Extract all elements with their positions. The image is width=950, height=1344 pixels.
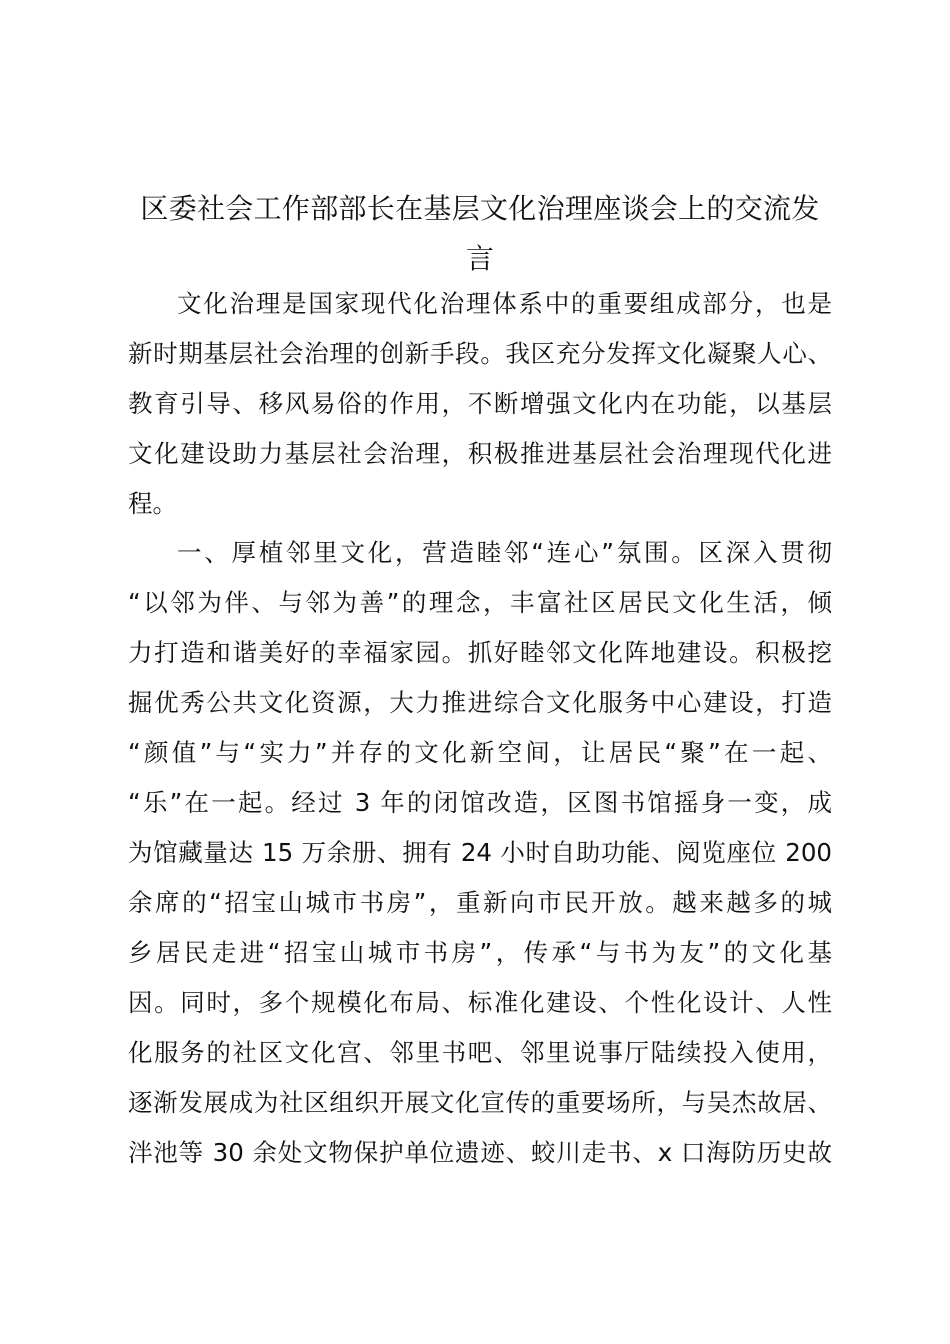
intro-line-2: 新时期基层社会治理的创新手段。我区充分发挥文化凝聚人心、 (128, 339, 832, 368)
section1-line-9: 乡居民走进“招宝山城市书房”，传承“与书为友”的文化基 (128, 938, 832, 967)
intro-line-5: 程。 (128, 489, 177, 518)
section1-line-1: 一、厚植邻里文化，营造睦邻“连心”氛围。区深入贯彻 (177, 538, 832, 567)
intro-line-3: 教育引导、移风易俗的作用，不断增强文化内在功能，以基层 (128, 389, 832, 418)
section1-line-10: 因。同时，多个规模化布局、标准化建设、个性化设计、人性 (128, 988, 832, 1017)
section1-line-8: 余席的“招宝山城市书房”，重新向市民开放。越来越多的城 (128, 888, 832, 917)
section1-line-7: 为馆藏量达 15 万余册、拥有 24 小时自助功能、阅览座位 200 (128, 838, 832, 867)
section1-line-11: 化服务的社区文化宫、邻里书吧、邻里说事厅陆续投入使用， (128, 1038, 832, 1067)
intro-line-4: 文化建设助力基层社会治理，积极推进基层社会治理现代化进 (128, 439, 832, 468)
document-title: 区委社会工作部部长在基层文化治理座谈会上的交流发言 (140, 192, 820, 275)
section1-line-6: “乐”在一起。经过 3 年的闭馆改造，区图书馆摇身一变，成 (128, 788, 832, 817)
section1-line-4: 掘优秀公共文化资源，大力推进综合文化服务中心建设，打造 (128, 688, 832, 717)
section1-line-12: 逐渐发展成为社区组织开展文化宣传的重要场所，与吴杰故居、 (128, 1088, 832, 1117)
section1-line-2: “以邻为伴、与邻为善”的理念，丰富社区居民文化生活，倾 (128, 588, 832, 617)
intro-line-1: 文化治理是国家现代化治理体系中的重要组成部分，也是 (177, 289, 832, 318)
section1-line-13: 泮池等 30 余处文物保护单位遗迹、蛟川走书、x 口海防历史故 (128, 1138, 832, 1167)
section1-line-5: “颜值”与“实力”并存的文化新空间，让居民“聚”在一起、 (128, 738, 832, 767)
section1-line-3: 力打造和谐美好的幸福家园。抓好睦邻文化阵地建设。积极挖 (128, 638, 832, 667)
